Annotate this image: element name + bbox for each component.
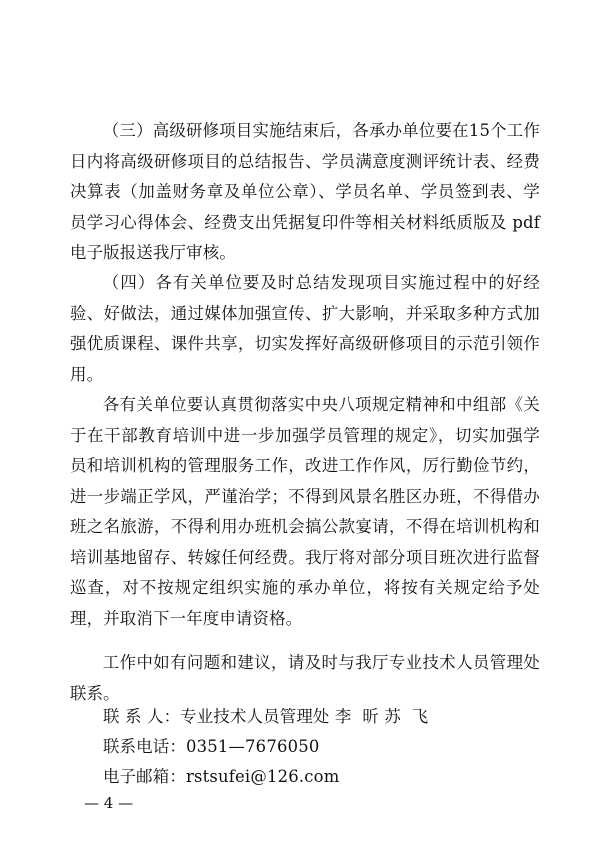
paragraph-section-3: （三）高级研修项目实施结束后，各承办单位要在15个工作日内将高级研修项目的总结报告、学员满意度测评统计表、经费决算表（加盖财务章及单位公章）、学员名单、学员签到表、学员学习心得体会、经费支出凭据复印件等相关材料纸质版及 pdf电子版报送我厅审核。	[70, 121, 540, 262]
paragraph-section-4: （四）各有关单位要及时总结发现项目实施过程中的好经验、好做法，通过媒体加强宣传、扩大影响，并采取多种方式加强优质课程、课件共享，切实发挥好高级研修项目的示范引领作用。	[70, 273, 540, 384]
contact-person-line: 联 系 人：专业技术人员管理处 李 昕 苏 飞	[103, 707, 429, 726]
paragraph-contact-instruction: 工作中如有问题和建议，请及时与我厅专业技术人员管理处联系。	[70, 653, 540, 703]
page-number: — 4 —	[84, 794, 134, 812]
contact-email-line: 电子邮箱：rstsufei@126.com	[103, 767, 340, 786]
paragraph-discipline-requirements: 各有关单位要认真贯彻落实中央八项规定精神和中组部《关于在干部教育培训中进一步加强学员管理的规定》，切实加强学员和培训机构的管理服务工作，改进工作作风，厉行勤俭节约，进一步端正学风，严谨治学；不得到风景名胜区办班，不得借办班之名旅游，不得利用办班机会搞公款宴请，不得在培训机构和培训基地留存、转嫁任何经费。我厅将对部分项目班次进行监督巡查，对不按规定组织实施的承办单位，将按有关规定给予处理，并取消下一年度申请资格。	[70, 395, 540, 628]
contact-phone-line: 联系电话：0351—7676050	[103, 737, 320, 756]
